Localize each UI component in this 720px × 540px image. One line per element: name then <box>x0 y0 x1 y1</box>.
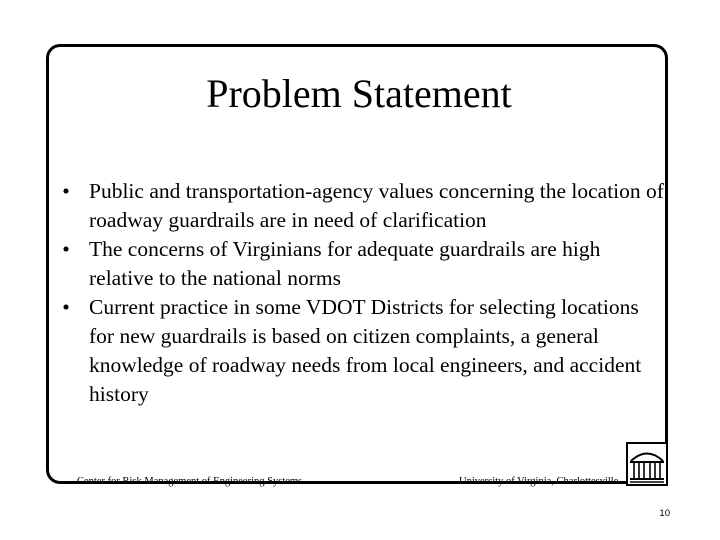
bullet-text: Current practice in some VDOT Districts for selecting locations for new guardrails is based on citizen complaints, a general knowledge of roadway needs from local engineers, and accident history <box>89 295 642 406</box>
bullet-marker: • <box>62 179 70 203</box>
bullet-item <box>56 235 666 293</box>
footer-university: University of Virginia, Charlottesville <box>459 476 619 487</box>
bullet-text: The concerns of Virginians for adequate guardrails are high relative to the national norms <box>89 237 601 290</box>
page-number: 10 <box>659 508 670 519</box>
bullet-marker: • <box>62 295 70 319</box>
bullet-item <box>56 293 666 409</box>
rotunda-logo-icon <box>626 442 668 486</box>
bullet-text: Public and transportation-agency values concerning the location of roadway guardrails are in need of clarification <box>89 179 664 232</box>
bullet-list <box>56 177 666 409</box>
footer-organization: Center for Risk Management of Engineering Systems <box>77 476 303 487</box>
bullet-item <box>56 177 666 235</box>
bullet-marker: • <box>62 237 70 261</box>
slide-title: Problem Statement <box>206 71 512 116</box>
